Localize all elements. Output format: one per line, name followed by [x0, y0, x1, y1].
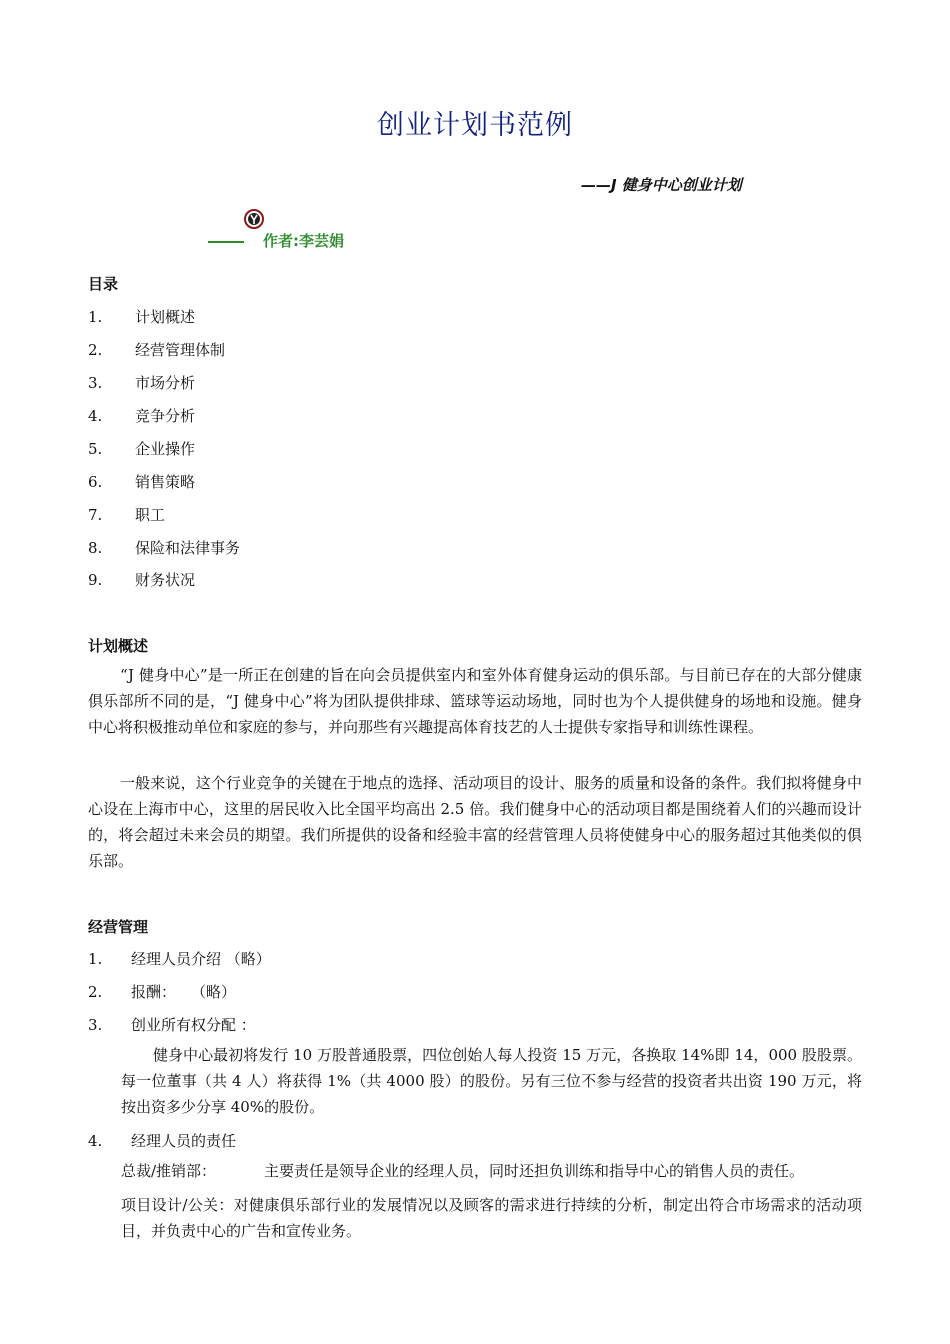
- management-item: [88, 1014, 256, 1035]
- management-item: [88, 981, 236, 1002]
- role-name: 总裁/推销部：: [121, 1162, 217, 1180]
- toc-item-number: 4.: [88, 407, 103, 425]
- ownership-paragraph: 健身中心最初将发行 10 万股普通股票，四位创始人每人投资 15 万元，各换取 14%即 14，000 股股票。每一位董事（共 4 人）将获得 1%（共 4000 股）的股份。另有三位不参与经营的投资者共出资 190 万元，将按出资多少分享 40%的股份。: [121, 1046, 862, 1116]
- role-paragraph-project-design: [121, 1192, 862, 1244]
- document-title: 创业计划书范例: [377, 110, 573, 141]
- toc-item-label: 计划概述: [135, 308, 196, 326]
- toc-item: [88, 339, 225, 360]
- author-emblem-icon: [244, 209, 264, 229]
- toc-item: [88, 471, 195, 492]
- toc-item: [88, 504, 165, 525]
- toc-item-label: 职工: [135, 506, 166, 524]
- management-item-number: 2.: [88, 983, 103, 1001]
- toc-heading: 目录: [88, 275, 119, 293]
- toc-item-number: 7.: [88, 506, 103, 524]
- toc-item-number: 5.: [88, 440, 103, 458]
- management-item: [88, 1130, 236, 1151]
- toc-item-label: 经营管理体制: [135, 341, 226, 359]
- section-heading-management: 经营管理: [88, 918, 149, 936]
- toc-item: [88, 537, 240, 558]
- role-paragraph-president: [121, 1158, 862, 1184]
- role-description: 主要责任是领导企业的经理人员，同时还担负训练和指导中心的销售人员的责任。: [264, 1162, 805, 1180]
- management-item-label: 经理人员介绍 （略）: [131, 950, 271, 968]
- author-line: [208, 230, 344, 251]
- management-item-number: 1.: [88, 950, 103, 968]
- role-description: 对健康俱乐部行业的发展情况以及顾客的需求进行持续的分析，制定出符合市场需求的活动项目，并负责中心的广告和宣传业务。: [121, 1196, 862, 1240]
- management-item-label: 报酬： （略）: [131, 983, 237, 1001]
- toc-item-label: 企业操作: [135, 440, 196, 458]
- toc-item: [88, 405, 195, 426]
- section-heading-overview: 计划概述: [88, 637, 149, 655]
- toc-item-label: 销售策略: [135, 473, 196, 491]
- management-item-number: 3.: [88, 1016, 103, 1034]
- toc-item-label: 财务状况: [135, 571, 196, 589]
- role-name: 项目设计/公关：: [121, 1196, 234, 1214]
- toc-item-label: 竞争分析: [135, 407, 196, 425]
- toc-item-number: 8.: [88, 539, 103, 557]
- toc-item: [88, 569, 195, 590]
- management-item-number: 4.: [88, 1132, 103, 1150]
- toc-item: [88, 438, 195, 459]
- overview-paragraph-1: “J 健身中心”是一所正在创建的旨在向会员提供室内和室外体育健身运动的俱乐部。与目前已存在的大部分健康俱乐部所不同的是，“J 健身中心”将为团队提供排球、篮球等运动场地，同时也为个人提供健身的场地和设施。健身中心将积极推动单位和家庭的参与，并向那些有兴趣提高体育技艺的人士提供专家指导和训练性课程。: [88, 666, 862, 736]
- toc-item-number: 2.: [88, 341, 103, 359]
- document-subtitle: ——J 健身中心创业计划: [581, 176, 742, 194]
- toc-item-number: 1.: [88, 308, 103, 326]
- author-name: 作者:李芸娟: [263, 232, 344, 250]
- toc-item: [88, 372, 195, 393]
- management-item: [88, 948, 271, 969]
- author-dash: [208, 241, 244, 243]
- toc-item-number: 3.: [88, 374, 103, 392]
- toc-item-number: 6.: [88, 473, 103, 491]
- overview-paragraph-2: 一般来说，这个行业竞争的关键在于地点的选择、活动项目的设计、服务的质量和设备的条件。我们拟将健身中心设在上海市中心，这里的居民收入比全国平均高出 2.5 倍。我们健身中心的活动项目都是围绕着人们的兴趣而设计的，将会超过未来会员的期望。我们所提供的设备和经验丰富的经营管理人员将使健身中心的服务超过其他类似的俱乐部。: [88, 774, 862, 870]
- management-item-label: 创业所有权分配 ：: [131, 1016, 256, 1034]
- toc-item-label: 市场分析: [135, 374, 196, 392]
- toc-item-label: 保险和法律事务: [135, 539, 241, 557]
- management-item-label: 经理人员的责任: [131, 1132, 237, 1150]
- toc-item-number: 9.: [88, 571, 103, 589]
- toc-item: [88, 306, 195, 327]
